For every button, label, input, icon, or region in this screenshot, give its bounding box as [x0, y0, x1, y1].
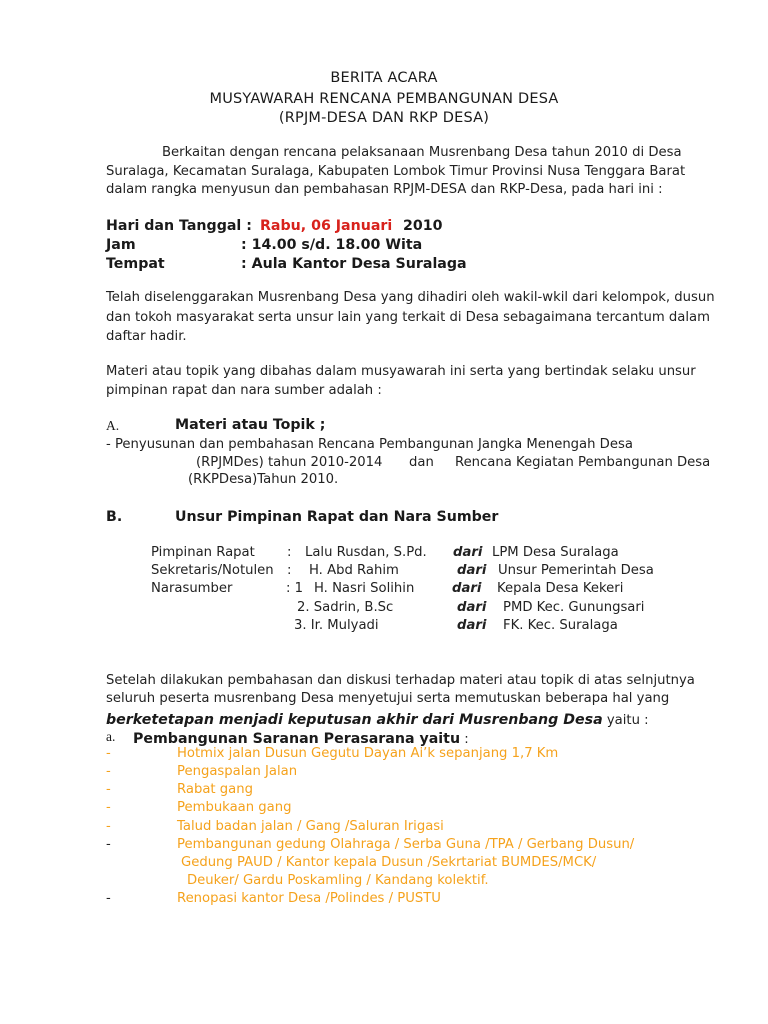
row-sep: :: [287, 563, 292, 578]
section-a-line-2a: (RPJMDes) tahun 2010-2014: [196, 455, 383, 470]
date-year: 2010: [403, 218, 443, 234]
item-text: Renopasi kantor Desa /Polindes / PUSTU: [177, 891, 441, 906]
bullet-dash: -: [106, 837, 111, 852]
date-label: Hari dan Tanggal :: [106, 218, 252, 234]
item-text: Hotmix jalan Dusun Gegutu Dayan Ai’k sepanjang 1,7 Km: [177, 746, 559, 761]
item-text: Talud badan jalan / Gang /Saluran Irigasi: [177, 819, 444, 834]
section-b-title: Unsur Pimpinan Rapat dan Nara Sumber: [175, 509, 499, 525]
row-role: Narasumber: [151, 581, 233, 596]
conclusion-emphasis: berketetapan menjadi keputusan akhir dari Musrenbang Desa: [106, 712, 603, 728]
intro-line-3: dalam rangka menyusun dan pembahasan RPJM-DESA dan RKP-Desa, pada hari ini :: [106, 182, 663, 197]
time-label: Jam: [106, 237, 136, 253]
bullet-dash: -: [106, 891, 111, 906]
bullet-dash: -: [106, 746, 111, 761]
bullet-dash: -: [106, 800, 111, 815]
doc-title-line-2: MUSYAWARAH RENCANA PEMBANGUNAN DESA: [209, 91, 559, 107]
row-name: H. Abd Rahim: [309, 563, 399, 578]
row-sep: :: [287, 545, 292, 560]
item-text: Rabat gang: [177, 782, 253, 797]
decisions-title: [133, 728, 469, 747]
row-sep: : 1: [286, 581, 304, 596]
section-a-line-1: - Penyusunan dan pembahasan Rencana Pembangunan Jangka Menengah Desa: [106, 437, 633, 452]
place-label: Tempat: [106, 256, 165, 272]
decisions-title-colon: :: [460, 732, 469, 747]
section-a-letter: A.: [106, 418, 120, 433]
bullet-dash: -: [106, 819, 111, 834]
bullet-dash: -: [106, 782, 111, 797]
row-name: H. Nasri Solihin: [314, 581, 415, 596]
para2-line-1: Materi atau topik yang dibahas dalam musyawarah ini serta yang bertindak selaku unsur: [106, 364, 696, 379]
place-value: : Aula Kantor Desa Suralaga: [241, 256, 467, 272]
intro-line-1: Berkaitan dengan rencana pelaksanaan Musrenbang Desa tahun 2010 di Desa: [162, 145, 682, 160]
item-text: Pengaspalan Jalan: [177, 764, 298, 779]
item-text: Pembangunan gedung Olahraga / Serba Guna /TPA / Gerbang Dusun/: [177, 837, 635, 852]
row-org: FK. Kec. Suralaga: [503, 618, 618, 633]
section-a-line-3: (RKPDesa)Tahun 2010.: [188, 472, 339, 487]
doc-title-line-3: (RPJM-DESA DAN RKP DESA): [278, 110, 490, 126]
row-org: PMD Kec. Gunungsari: [503, 600, 645, 615]
doc-title-line-1: BERITA ACARA: [330, 70, 438, 86]
row-dari: dari: [457, 618, 487, 633]
row-org: LPM Desa Suralaga: [492, 545, 619, 560]
bullet-dash: -: [106, 764, 111, 779]
intro-line-2: Suralaga, Kecamatan Suralaga, Kabupaten Lombok Timur Provinsi Nusa Tenggara Barat: [106, 164, 686, 179]
conclusion-rest: yaitu :: [602, 713, 649, 728]
para1-line-2: dan tokoh masyarakat serta unsur lain yang terkait di Desa sebagaimana tercantum dalam: [106, 310, 710, 325]
decisions-title-text: Pembangunan Saranan Perasarana yaitu: [133, 731, 461, 747]
row-dari: dari: [457, 600, 487, 615]
para1-line-3: daftar hadir.: [106, 329, 187, 344]
row-dari: dari: [453, 545, 483, 560]
section-a-line-2b: dan: [409, 455, 434, 470]
row-dari: dari: [457, 563, 487, 578]
row-org: Kepala Desa Kekeri: [497, 581, 624, 596]
decisions-letter: a.: [106, 729, 116, 744]
item-text-continuation: Gedung PAUD / Kantor kepala Dusun /Sekrtariat BUMDES/MCK/: [181, 855, 597, 870]
para2-line-2: pimpinan rapat dan nara sumber adalah :: [106, 383, 382, 398]
conclusion-line-3: [106, 709, 649, 728]
section-b-letter: B.: [106, 509, 123, 525]
para1-line-1: Telah diselenggarakan Musrenbang Desa yang dihadiri oleh wakil-wkil dari kelompok, dusun: [106, 290, 715, 305]
row-name: 3. Ir. Mulyadi: [294, 618, 379, 633]
conclusion-line-1: Setelah dilakukan pembahasan dan diskusi terhadap materi atau topik di atas selnjutnya: [106, 673, 695, 688]
time-value: : 14.00 s/d. 18.00 Wita: [241, 237, 423, 253]
section-a-line-2c: Rencana Kegiatan Pembangunan Desa: [455, 455, 711, 470]
row-name: 2. Sadrin, B.Sc: [297, 600, 394, 615]
row-dari: dari: [452, 581, 482, 596]
conclusion-line-2: seluruh peserta musrenbang Desa menyetujui serta memutuskan beberapa hal yang: [106, 691, 670, 706]
item-text-continuation: Deuker/ Gardu Poskamling / Kandang kolektif.: [187, 873, 489, 888]
row-org: Unsur Pemerintah Desa: [498, 563, 654, 578]
row-role: Pimpinan Rapat: [151, 545, 255, 560]
date-value-highlight: Rabu, 06 Januari: [260, 218, 393, 234]
item-text: Pembukaan gang: [177, 800, 292, 815]
row-name: Lalu Rusdan, S.Pd.: [305, 545, 427, 560]
section-a-title: Materi atau Topik ;: [175, 417, 326, 433]
row-role: Sekretaris/Notulen: [151, 563, 274, 578]
